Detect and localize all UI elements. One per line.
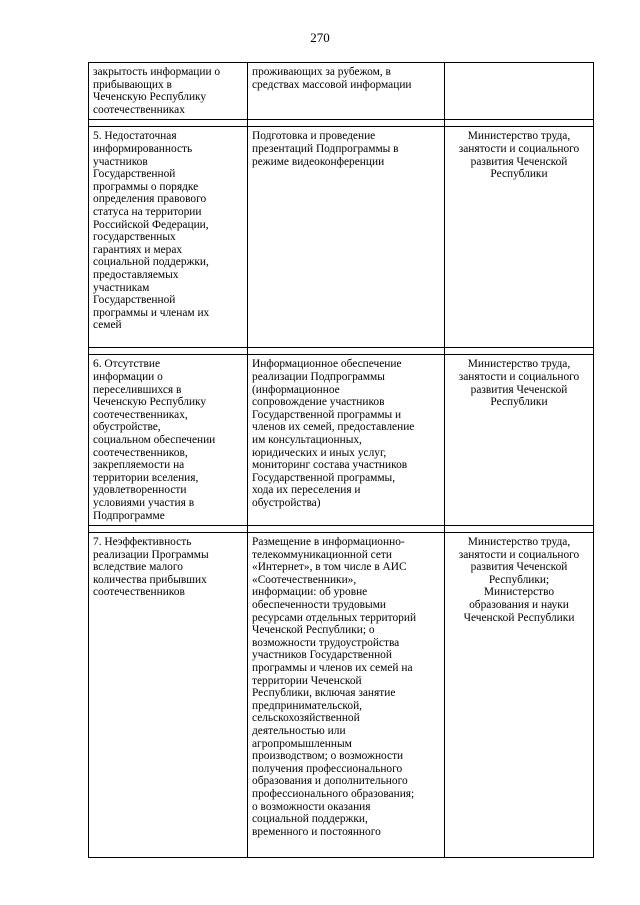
measure-text: Размещение в информационно- телекоммуникационной сети «Интернет», в том числе в АИС «Соотечественники», информации: об уровне обеспеченности трудовыми ресурсами отдельных территорий Чеченской Республики; о возможности трудоустройства участников Государственной программы и членов их семей на территории Чеченской Республики, включая занятие предпринимательской, сельскохозяйственной деятельностью или агропромышленным производством; о возможности получения профессионального образования и дополнительного профессионального образования; о возможности оказания социальной поддержки, временного и постоянного xyxy=(252,536,417,838)
measure-text: проживающих за рубежом, в средствах массовой информации xyxy=(252,66,412,91)
table-row-spacer xyxy=(89,526,594,533)
executor-text: Министерство труда, занятости и социального развития Чеченской Республики xyxy=(458,130,580,181)
measure-cell xyxy=(248,533,445,858)
spacer-cell xyxy=(248,526,445,533)
measures-table xyxy=(88,62,594,858)
problem-text: 6. Отсутствие информации о переселившихся в Чеченскую Республику соотечественниках, обустройстве, социальном обеспечении соотечественников, закрепляемости на территории вселения, удовлетворенности условиями участия в Подпрограмме xyxy=(93,358,216,522)
spacer-cell xyxy=(89,526,248,533)
executor-cell xyxy=(445,355,594,526)
table-row-spacer xyxy=(89,348,594,355)
executor-text: Министерство труда, занятости и социального развития Чеченской Республики; Министерство образования и науки Чеченской Республики xyxy=(458,536,580,624)
table-row xyxy=(89,63,594,120)
problem-text: 7. Неэффективность реализации Программы вследствие малого количества прибывших соотечественников xyxy=(93,536,209,599)
spacer-cell xyxy=(445,348,594,355)
problem-text: 5. Недостаточная информированность участников Государственной программы о порядке определения правового статуса на территории Российской Федерации, государственных гарантиях и мерах социальной поддержки, предоставляемых участникам Государственной программы и членам их семей xyxy=(93,130,210,332)
problem-text: закрытость информации о прибывающих в Чеченскую Республику соотечественниках xyxy=(93,66,221,116)
spacer-cell xyxy=(248,120,445,127)
problem-cell xyxy=(89,533,248,858)
table-row xyxy=(89,355,594,526)
spacer-cell xyxy=(445,526,594,533)
measure-cell xyxy=(248,355,445,526)
measure-cell xyxy=(248,63,445,120)
measure-cell xyxy=(248,127,445,348)
spacer-cell xyxy=(248,348,445,355)
executor-cell xyxy=(445,63,594,120)
measure-text: Подготовка и проведение презентаций Подпрограммы в режиме видеоконференции xyxy=(252,130,399,168)
page-number: 270 xyxy=(310,30,330,45)
spacer-cell xyxy=(89,120,248,127)
table-row-spacer xyxy=(89,120,594,127)
spacer-cell xyxy=(445,120,594,127)
measure-text: Информационное обеспечение реализации Подпрограммы (информационное сопровождение участников Государственной программы и членов их семей, предоставление им консультационных, юридических и иных услуг, мониторинг состава участников Государственной программы, хода их переселения и обустройства) xyxy=(252,358,415,509)
executor-cell xyxy=(445,127,594,348)
problem-cell xyxy=(89,127,248,348)
executor-cell xyxy=(445,533,594,858)
problem-cell xyxy=(89,63,248,120)
table-row xyxy=(89,127,594,348)
executor-text: Министерство труда, занятости и социального развития Чеченской Республики xyxy=(458,358,580,409)
table-row xyxy=(89,533,594,858)
spacer-cell xyxy=(89,348,248,355)
problem-cell xyxy=(89,355,248,526)
